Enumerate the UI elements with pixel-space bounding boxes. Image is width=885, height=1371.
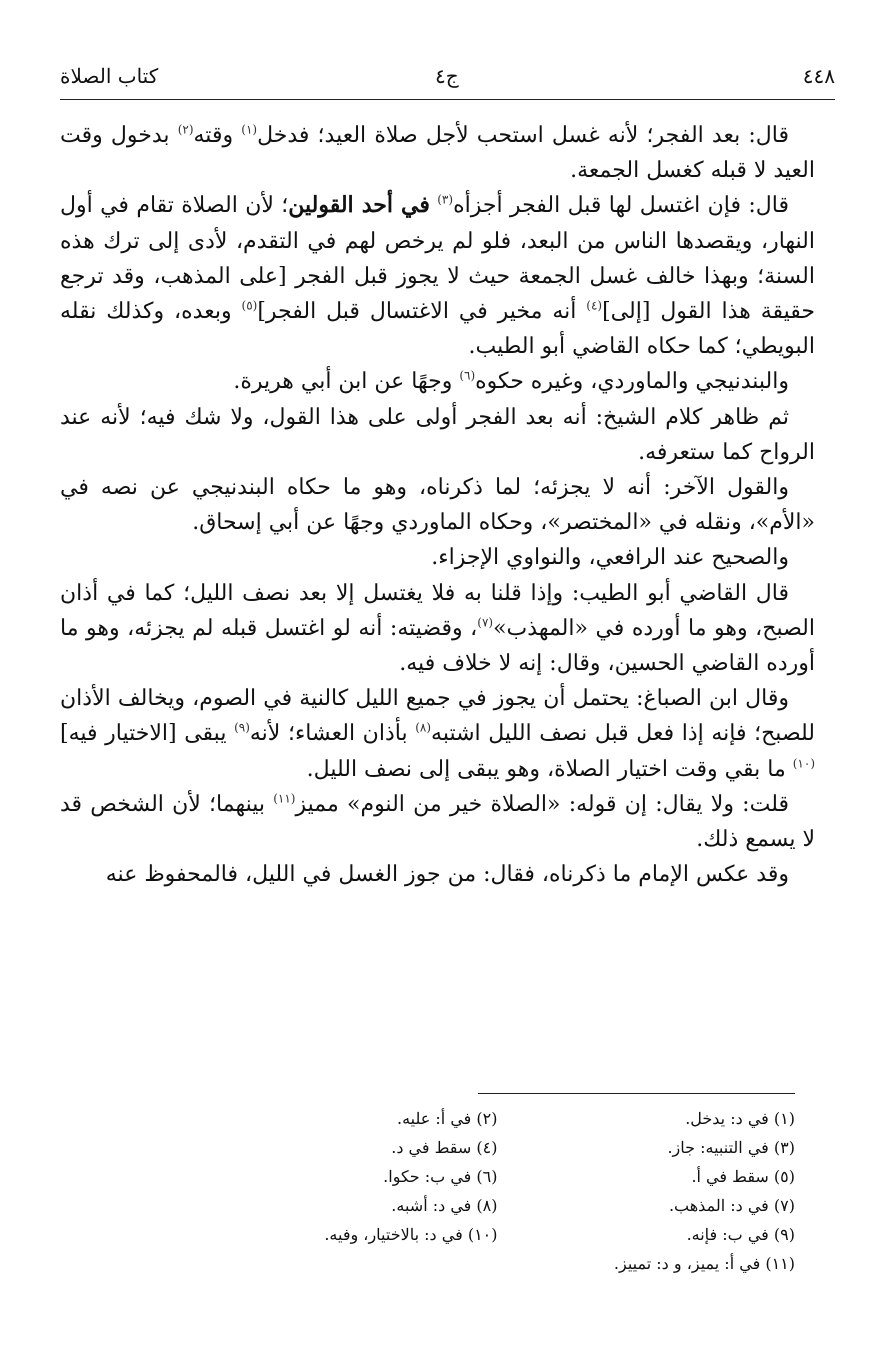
footnote-row (200, 1133, 795, 1162)
footnote-ref: (٧) (477, 615, 494, 630)
footnote-text: في د: أشبه. (391, 1196, 472, 1215)
footnotes (200, 1104, 795, 1278)
footnote-ref: (٩) (234, 721, 250, 736)
text-run: وبعده، وكذلك نقله البويطي؛ كما حكاه القاضي أبو الطيب. (60, 299, 815, 360)
footnote (200, 1162, 498, 1191)
footnote (498, 1249, 796, 1278)
text-run: ثم ظاهر كلام الشيخ: أنه بعد الفجر أولى على هذا القول، ولا شك فيه؛ لأنه عند الرواح كما ستعرفه. (60, 404, 815, 465)
text-run: بأذان العشاء؛ لأنه (249, 721, 416, 747)
footnote-number: (٧) (773, 1196, 795, 1215)
footnote-ref: (١٠) (792, 756, 815, 771)
paragraph (60, 400, 815, 470)
page-number: ٤٤٨ (802, 64, 835, 88)
footnote-text: في التنبيه: جاز. (667, 1138, 769, 1157)
text-run: بدخول وقت العيد لا قبله كغسل الجمعة. (60, 123, 815, 184)
footnote-number: (١٠) (467, 1225, 498, 1244)
paragraph (60, 364, 815, 399)
main-text (60, 118, 815, 892)
footnote-row (200, 1220, 795, 1249)
paragraph (60, 118, 815, 188)
text-run: وقال ابن الصباغ: يحتمل أن يجوز في جميع الليل كالنية في الصوم، ويخالف الأذان للصبح؛ فإنه إذا فعل قبل نصف الليل اشتبه (60, 686, 816, 747)
footnote-text: في ب: حكوا. (383, 1167, 472, 1186)
footnote-text: في أ: يميز، و د: تمييز. (613, 1254, 761, 1273)
header-divider (60, 99, 835, 100)
footnote-ref: (١١) (273, 791, 296, 806)
book-title: كتاب الصلاة (60, 64, 159, 88)
footnote-text: سقط في د. (391, 1138, 472, 1157)
footnote-divider (478, 1093, 795, 1094)
footnote-number: (١) (773, 1109, 795, 1128)
footnote-text: سقط في أ. (691, 1167, 769, 1186)
footnote (498, 1133, 796, 1162)
text-run: قال القاضي أبو الطيب: وإذا قلنا به فلا يغتسل إلا بعد نصف الليل؛ كما في أذان الصبح، وهو ما أورده في «المهذب» (60, 580, 815, 641)
footnote (498, 1191, 796, 1220)
footnote (498, 1220, 796, 1249)
paragraph (60, 787, 815, 857)
footnote-row (200, 1249, 795, 1278)
text-run: وقته (193, 123, 242, 148)
footnote-row (200, 1191, 795, 1220)
paragraph (60, 188, 815, 364)
footnote-number: (٨) (476, 1196, 498, 1215)
text-run: قلت: ولا يقال: إن قوله: «الصلاة خير من النوم» مميز (295, 791, 789, 817)
footnote (200, 1220, 498, 1249)
footnote-ref: (٨) (415, 721, 432, 736)
footnote-ref: (٥) (241, 298, 258, 313)
footnote-number: (٣) (773, 1138, 795, 1157)
footnote (498, 1104, 796, 1133)
paragraph (60, 470, 815, 540)
footnote-row (200, 1162, 795, 1191)
text-run: يبقى [الاختيار فيه] (60, 721, 235, 747)
footnote (200, 1249, 498, 1278)
footnote (498, 1162, 796, 1191)
text-run: بينهما؛ لأن الشخص قد لا يسمع ذلك. (60, 791, 815, 853)
emphasized-text: في أحد القولين (288, 192, 430, 219)
text-run: ما بقي وقت اختيار الصلاة، وهو يبقى إلى نصف الليل. (306, 756, 793, 782)
footnote (200, 1104, 498, 1133)
text-run: والصحيح عند الرافعي، والنواوي الإجزاء. (431, 545, 789, 571)
text-run: ، وقضيته: أنه لو اغتسل قبله لم يجزئه، وهو ما أورده القاضي الحسين، وقال: إنه لا خلاف فيه. (60, 615, 815, 677)
footnote-ref: (٤) (586, 298, 603, 313)
footnote (200, 1191, 498, 1220)
footnote-number: (٥) (773, 1167, 795, 1186)
footnote (200, 1133, 498, 1162)
footnote-number: (٦) (476, 1167, 498, 1186)
paragraph (60, 681, 815, 787)
footnote-text: في د: يدخل. (685, 1109, 769, 1128)
page-header (60, 58, 835, 96)
text-run: والقول الآخر: أنه لا يجزئه؛ لما ذكرناه، وهو ما حكاه البندنيجي عن نصه في «الأم»، ونقله في «المختصر»، وحكاه الماوردي وجهًا عن أبي إسحاق. (60, 475, 815, 536)
footnote-ref: (٣) (437, 193, 454, 208)
text-run: أنه مخير في الاغتسال قبل الفجر] (257, 299, 587, 325)
footnote-ref: (١) (241, 122, 258, 137)
volume-number: ج٤ (435, 64, 459, 88)
footnote-number: (٢) (476, 1109, 498, 1128)
text-run: ؛ لأن الصلاة تقام في أول النهار، ويقصدها الناس من البعد، فلو لم يرخص لهم في التقدم، لأدى إلى ترك هذه السنة؛ وبهذا خالف غسل الجمعة حيث لا يجوز قبل الفجر [على المذهب، وقد ترجع حقيقة هذا القول [إلى] (60, 193, 815, 325)
footnote-number: (٤) (476, 1138, 498, 1157)
text-run: قال: فإن اغتسل لها قبل الفجر أجزأه (453, 193, 789, 219)
footnote-text: في د: المذهب. (668, 1196, 769, 1215)
text-run: وقد عكس الإمام ما ذكرناه، فقال: من جوز الغسل في الليل، فالمحفوظ عنه (105, 862, 789, 888)
footnote-number: (١١) (765, 1254, 795, 1273)
paragraph (60, 540, 815, 575)
footnote-text: في أ: عليه. (396, 1109, 472, 1128)
footnote-ref: (٦) (459, 369, 476, 384)
paragraph (60, 857, 815, 892)
text-run: والبندنيجي والماوردي، وغيره حكوه (475, 369, 789, 395)
text-run: وجهًا عن ابن أبي هريرة. (233, 369, 460, 395)
footnote-row (200, 1104, 795, 1133)
footnote-number: (٩) (773, 1225, 795, 1244)
paragraph (60, 576, 815, 682)
text-run: قال: بعد الفجر؛ لأنه غسل استحب لأجل صلاة العيد؛ فدخل (257, 123, 789, 148)
footnote-ref: (٢) (177, 122, 194, 137)
footnote-text: في ب: فإنه. (686, 1225, 769, 1244)
footnote-text: في د: بالاختيار، وفيه. (324, 1225, 463, 1244)
